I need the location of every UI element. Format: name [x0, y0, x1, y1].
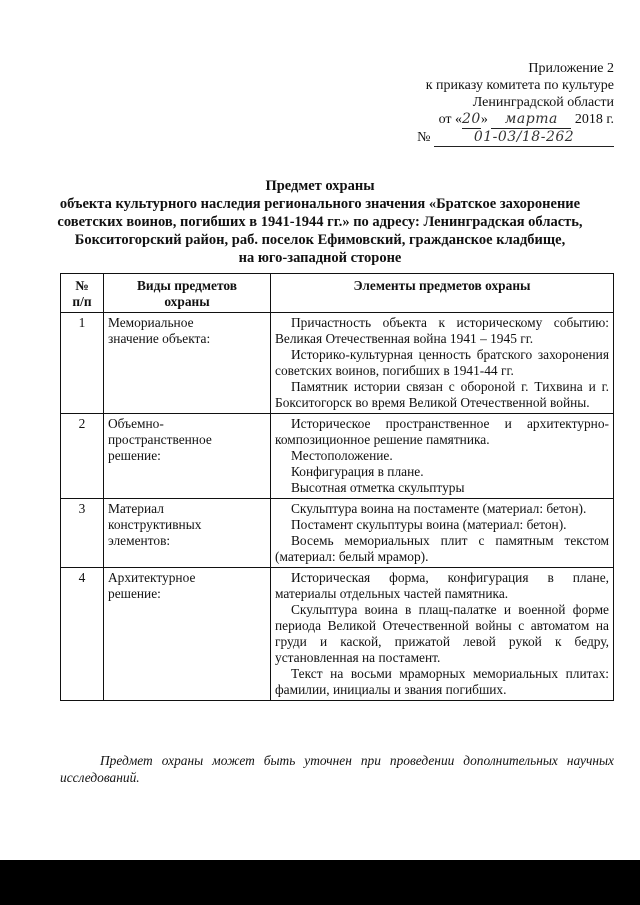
element-paragraph: Высотная отметка скульптуры: [291, 480, 465, 495]
row-type: [104, 499, 271, 568]
title-line-4: Бокситогорский район, раб. поселок Ефимовский, гражданское кладбище,: [74, 232, 566, 248]
header-elements: Элементы предметов охраны: [271, 274, 614, 313]
annex-number-line: [354, 129, 614, 147]
type-line: пространственное: [108, 432, 212, 447]
table-row: [61, 568, 614, 701]
element-paragraph: Памятник истории связан с обороной г. Тихвина и г. Бокситогорск во время Великой Отечественной войны.: [275, 379, 609, 410]
element-paragraph: Причастность объекта к историческому событию: Великая Отечественная война 1941 – 1945 гг.: [275, 315, 609, 346]
type-line: Мемориальное: [108, 315, 194, 330]
date-mid: »: [480, 112, 488, 127]
table-row: [61, 499, 614, 568]
date-month: марта: [491, 111, 571, 129]
header-type-line-1: Виды предметов: [137, 278, 237, 293]
annex-line-2: к приказу комитета по культуре: [425, 78, 614, 93]
row-elements: [271, 568, 614, 701]
row-elements: [271, 499, 614, 568]
element-paragraph: Конфигурация в плане.: [291, 464, 424, 479]
row-type: [104, 568, 271, 701]
type-line: Архитектурное: [108, 570, 196, 585]
header-number: [61, 274, 104, 313]
title-line-3: советских воинов, погибших в 1941-1944 гг.» по адресу: Ленинградская область,: [57, 214, 583, 230]
element-paragraph: Историко-культурная ценность братского захоронения советских воинов, погибших в 1941-44 гг.: [275, 347, 609, 378]
annex-date-line: [354, 111, 614, 129]
header-type: [104, 274, 271, 313]
document-title: [40, 177, 600, 267]
protection-table: [60, 273, 614, 701]
annex-header: [354, 60, 614, 147]
element-paragraph: Текст на восьми мраморных мемориальных плитах: фамилии, инициалы и звания погибших.: [275, 666, 609, 697]
annex-line-1: Приложение 2: [528, 61, 614, 76]
annex-line-3: Ленинградской области: [472, 95, 614, 110]
type-line: конструктивных: [108, 517, 202, 532]
header-number-line-1: №: [75, 278, 89, 293]
number-value: 01-03/18-262: [434, 129, 614, 147]
row-number: 3: [61, 499, 104, 568]
row-number: 2: [61, 414, 104, 499]
type-line: Объемно-: [108, 416, 164, 431]
element-paragraph: Восемь мемориальных плит с памятным текстом (материал: белый мрамор).: [275, 533, 609, 564]
row-elements: [271, 414, 614, 499]
type-line: значение объекта:: [108, 331, 211, 346]
element-paragraph: Местоположение.: [291, 448, 393, 463]
header-type-line-2: охраны: [164, 294, 210, 309]
element-paragraph: Скульптура воина в плащ-палатке и военной форме периода Великой Отечественной войны с автоматом на груди и каской, прижатой левой рукой к бедру, установленная на постамент.: [275, 602, 609, 665]
date-year: 2018 г.: [574, 112, 614, 127]
row-number: 4: [61, 568, 104, 701]
scan-border: [0, 860, 640, 905]
date-prefix: от «: [438, 112, 462, 127]
type-line: Материал: [108, 501, 164, 516]
type-line: элементов:: [108, 533, 171, 548]
element-paragraph: Скульптура воина на постаменте (материал: бетон).: [291, 501, 587, 516]
element-paragraph: Историческое пространственное и архитектурно-композиционное решение памятника.: [275, 416, 609, 447]
element-paragraph: Постамент скульптуры воина (материал: бетон).: [291, 517, 567, 532]
header-number-line-2: п/п: [72, 294, 92, 309]
table-row: [61, 313, 614, 414]
row-number: 1: [61, 313, 104, 414]
row-type: [104, 414, 271, 499]
table-row: [61, 414, 614, 499]
row-type: [104, 313, 271, 414]
type-line: решение:: [108, 586, 161, 601]
title-line-2: объекта культурного наследия регионального значения «Братское захоронение: [59, 196, 581, 212]
date-day: 20: [462, 111, 481, 127]
title-line-1: Предмет охраны: [265, 178, 375, 194]
number-prefix: №: [417, 130, 431, 145]
table-header-row: [61, 274, 614, 313]
title-line-5: на юго-западной стороне: [238, 250, 402, 266]
type-line: решение:: [108, 448, 161, 463]
element-paragraph: Историческая форма, конфигурация в плане, материалы отдельных частей памятника.: [275, 570, 609, 601]
footnote: Предмет охраны может быть уточнен при проведении дополнительных научных исследований.: [60, 753, 614, 785]
row-elements: [271, 313, 614, 414]
